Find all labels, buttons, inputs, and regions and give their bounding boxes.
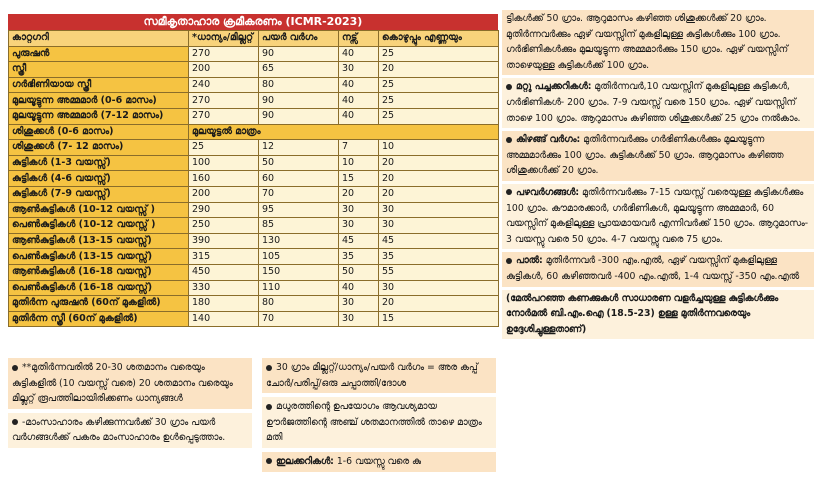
row-category-cell: പെൺകുട്ടികൾ (10-12 വയസ്സ് ) [9,218,189,234]
note-block-tubers [502,131,814,181]
table-row [9,155,499,171]
row-value-cell: 45 [339,233,379,249]
table-row [9,62,499,78]
row-value-cell: 20 [339,186,379,202]
row-value-cell: 12 [259,140,339,156]
row-value-cell: 25 [379,46,499,62]
bottom-note-3 [262,358,496,393]
row-value-cell: 200 [189,62,259,78]
tubers-text: മുതിർന്നവർക്കും ഗർഭിണികൾക്കും മുലയൂട്ടുന്ന അമ്മമാർക്കും 100 ഗ്രാം. കുട്ടികൾക്ക് 50 ഗ്രാം. ആറുമാസം കഴിഞ്ഞ ശിശുക്കൾക്ക് 20 ഗ്രാം. [506,134,784,177]
row-value-cell: 55 [379,264,499,280]
row-value-cell: 315 [189,249,259,265]
row-value-cell: 130 [259,233,339,249]
row-value-cell: 40 [339,108,379,124]
row-value-cell: 240 [189,77,259,93]
row-category-cell: സ്ത്രീ [9,62,189,78]
fruits-heading: പഴവർഗങ്ങൾ: [516,186,580,198]
table-row [9,124,499,140]
note-block-fruits [502,184,814,249]
row-value-cell: 110 [259,280,339,296]
table-row [9,296,499,312]
note-block-vegetables [502,78,814,128]
row-value-cell: 20 [379,62,499,78]
row-value-cell: 30 [339,202,379,218]
header-grains: *ധാന്യം/മില്ലറ്റ് [189,31,259,47]
milk-text: മുതിർന്നവർ -300 എം.എൽ, ഏഴ് വയസ്സിന് മുകളിലുള്ള കുട്ടികൾ, 60 കഴിഞ്ഞവർ -400 എം.എൽ, 1-4 വയസ്സ് -350 എം.എൽ [506,255,800,282]
row-value-cell: 45 [379,233,499,249]
row-value-cell: 90 [259,108,339,124]
row-category-cell: ആൺകുട്ടികൾ (10-12 വയസ്സ് ) [9,202,189,218]
table-row [9,140,499,156]
row-value-cell: 20 [379,186,499,202]
row-value-cell: 40 [339,46,379,62]
bottom-note-4 [262,397,496,448]
row-value-cell: 100 [189,155,259,171]
table-row [9,264,499,280]
row-value-cell: 20 [379,155,499,171]
row-category-cell: ശിശുക്കൾ (0-6 മാസം) [9,124,189,140]
bottom-notes-column-1 [8,358,252,452]
bullet-icon [12,419,18,425]
bottom-note-3-text: 30 ഗ്രാം മില്ലറ്റ്/ധാന്യം/പയർ വർഗം = അര കപ്പ് ചോർ/പരിപ്പ്/ഒരു ചപ്പാത്തി/ദോശ [266,362,478,389]
row-value-cell: 60 [259,171,339,187]
row-value-cell: 15 [339,171,379,187]
row-value-cell: 35 [339,249,379,265]
row-value-cell: 200 [189,186,259,202]
bullet-icon [266,458,272,464]
vegetables-heading: മറ്റു പച്ചക്കറികൾ: [516,81,592,93]
bottom-note-1-text: **മുതിർന്നവരിൽ 20-30 ശതമാനം വരെയും കുട്ടികളിൽ (10 വയസ്സ് വരെ) 20 ശതമാനം വരെയും മില്ലറ്റ് രൂപത്തിലായിരിക്കണം ധാന്യങ്ങൾ [12,362,233,405]
row-category-cell: ആൺകുട്ടികൾ (16-18 വയസ്സ്) [9,264,189,280]
row-value-cell: 70 [259,311,339,327]
bottom-note-5-heading: ഇലക്കറികൾ: [276,455,334,467]
row-value-cell: 105 [259,249,339,265]
row-value-cell: 90 [259,93,339,109]
row-value-cell: 40 [339,93,379,109]
row-category-cell: പുരുഷൻ [9,46,189,62]
milk-heading: പാൽ: [516,255,543,267]
row-category-cell: കുട്ടികൾ (4-6 വയസ്സ്) [9,171,189,187]
table-header-row [9,31,499,47]
bottom-note-5 [262,452,496,472]
row-value-cell: 140 [189,311,259,327]
table-row [9,77,499,93]
row-category-cell: കുട്ടികൾ (7-9 വയസ്സ്) [9,186,189,202]
bullet-icon [506,137,512,143]
table-body [9,46,499,327]
header-fats-oils: കൊഴുപ്പും എണ്ണയും [379,31,499,47]
table-row [9,93,499,109]
note-block-milk [502,252,814,286]
row-value-cell: 450 [189,264,259,280]
row-value-cell: 25 [379,93,499,109]
table-row [9,280,499,296]
row-value-cell: 85 [259,218,339,234]
row-value-cell: 30 [379,202,499,218]
row-value-cell: 150 [259,264,339,280]
table-row [9,218,499,234]
row-value-cell: 95 [259,202,339,218]
row-value-cell: 40 [339,280,379,296]
row-value-cell: 250 [189,218,259,234]
bullet-icon [266,404,272,410]
row-value-cell: 270 [189,46,259,62]
row-value-cell: 70 [259,186,339,202]
bullet-icon [506,84,512,90]
row-category-cell: പെൺകുട്ടികൾ (13-15 വയസ്സ്) [9,249,189,265]
bottom-note-2-text: -മാംസാഹാരം കഴിക്കുന്നവർക്ക് 30 ഗ്രാം പയർ വർഗങ്ങൾക്ക് പകരം മാംസാഹാരം ഉൾപ്പെടുത്താം. [12,416,226,444]
table-row [9,311,499,327]
row-value-cell: 25 [379,77,499,93]
row-value-cell: 30 [379,218,499,234]
header-category: കാറ്റഗറി [9,31,189,47]
header-nuts: നട്സ് [339,31,379,47]
fruits-text: മുതിർന്നവർക്കും 7-15 വയസ്സ് വരെയുള്ള കുട്ടികൾക്കും 100 ഗ്രാം. കൗമാരക്കാർ, ഗർഭിണികൾ, മുലയൂട്ടുന്ന അമ്മമാർ, 60 വയസ്സിന് മുകളിലുള്ള പ്രായമായവർ എന്നിവർക്ക് 150 ഗ്രാം. ആറുമാസം- 3 വയസ്സു വരെ 50 ഗ്രാം. 4-7 വയസ്സു വരെ 75 ഗ്രാം. [506,186,809,245]
row-value-cell: 30 [379,280,499,296]
row-value-cell: 50 [339,264,379,280]
row-value-cell: 7 [339,140,379,156]
row-value-cell: 390 [189,233,259,249]
row-value-cell: 90 [259,46,339,62]
row-category-cell: ശിശുക്കൾ (7- 12 മാസം) [9,140,189,156]
row-value-cell: 80 [259,296,339,312]
row-value-cell: 25 [189,140,259,156]
row-value-cell: 290 [189,202,259,218]
row-value-cell: 270 [189,108,259,124]
row-value-cell: 10 [339,155,379,171]
row-category-cell: മുലയൂട്ടുന്ന അമ്മമാർ (7-12 മാസം) [9,108,189,124]
row-category-cell: പെൺകുട്ടികൾ (16-18 വയസ്സ്) [9,280,189,296]
table-row [9,171,499,187]
row-value-cell: 30 [339,296,379,312]
table-row [9,46,499,62]
row-value-cell: 50 [259,155,339,171]
table-title: സമീകൃതാഹാര ക്രമീകരണം (ICMR-2023) [8,14,498,30]
row-value-cell: 160 [189,171,259,187]
bottom-notes-column-2 [262,358,496,476]
vegetables-text: മുതിർന്നവർ,10 വയസ്സിന് മുകളിലുള്ള കുട്ടികൾ, ഗർഭിണികൾ- 200 ഗ്രാം. 7-9 വയസ്സ് വരെ 150 ഗ്രാം. ഏഴ് വയസ്സിന് താഴെ 100 ഗ്രാം. ആറുമാസം കഴിഞ്ഞ ശിശുക്കൾക്ക് 25 ഗ്രാം നൽകാം. [506,81,801,124]
row-category-cell: മുതിർന്ന പുരുഷൻ (60ന് മുകളിൽ) [9,296,189,312]
nutrition-table-panel [8,14,498,352]
row-category-cell: മുതിർന്ന സ്ത്രീ (60ന് മുകളിൽ) [9,311,189,327]
row-value-cell: 40 [339,77,379,93]
bottom-note-4-text: മധുരത്തിന്റെ ഉപയോഗം ആവശ്യമായ ഊർജത്തിന്റെ അഞ്ച് ശതമാനത്തിൽ താഴെ മാത്രം മതി [266,401,482,444]
final-note-text: (മേൽപറഞ്ഞ കണക്കുകൾ സാധാരണ വളർച്ചയുള്ള കുട്ടികൾക്കും നോർമൽ ബി.എം.ഐ (18.5-23) ഉള്ള മുതിർന്നവരെയും ഉദ്ദേശിച്ചുള്ളതാണ്) [506,292,779,335]
bullet-icon [12,365,18,371]
row-value-cell: 20 [379,171,499,187]
row-value-cell: 65 [259,62,339,78]
row-category-cell: ഗർഭിണിയായ സ്ത്രീ [9,77,189,93]
row-value-cell: 10 [379,140,499,156]
row-value-cell: 270 [189,93,259,109]
row-value-cell: 15 [379,311,499,327]
row-value-cell: 30 [339,311,379,327]
note-block-1 [502,10,814,75]
note-block-final [502,290,814,340]
note-1-text: ട്ടികൾക്ക് 50 ഗ്രാം. ആറുമാസം കഴിഞ്ഞ ശിശുക്കൾക്ക് 20 ഗ്രാം. മുതിർന്നവർക്കും ഏഴ് വയസ്സിന് മുകളിലുള്ള കുട്ടികൾക്കും 100 ഗ്രാം. ഗർഭിണികൾക്കും മുലയൂട്ടുന്ന അമ്മമാർക്കും 150 ഗ്രാം. ഏഴ് വയസ്സിന് താഴെയുള്ള കുട്ടികൾക്ക് 100 ഗ്രാം. [506,13,788,71]
row-value-cell: 35 [379,249,499,265]
table-row [9,108,499,124]
bottom-note-2 [8,413,252,448]
header-pulses: പയർ വർഗം [259,31,339,47]
table-row [9,202,499,218]
table-row [9,186,499,202]
row-value-cell: 30 [339,62,379,78]
row-value-cell: 20 [379,296,499,312]
bullet-icon [506,258,512,264]
right-notes-panel [502,10,814,490]
table-row [9,249,499,265]
table-row [9,233,499,249]
row-category-cell: കുട്ടികൾ (1-3 വയസ്സ്) [9,155,189,171]
bottom-note-1 [8,358,252,409]
row-span-cell: മുലയൂട്ടൽ മാത്രം [189,124,499,140]
row-category-cell: മുലയൂട്ടുന്ന അമ്മമാർ (0-6 മാസം) [9,93,189,109]
nutrition-table [8,30,499,327]
row-value-cell: 30 [339,218,379,234]
tubers-heading: കിഴങ്ങ് വർഗം: [516,134,581,146]
bottom-note-5-text: 1-6 വയസ്സു വരെ കു [336,455,421,467]
bullet-icon [506,189,512,195]
bullet-icon [266,365,272,371]
row-category-cell: ആൺകുട്ടികൾ (13-15 വയസ്സ്) [9,233,189,249]
row-value-cell: 330 [189,280,259,296]
row-value-cell: 25 [379,108,499,124]
row-value-cell: 80 [259,77,339,93]
row-value-cell: 180 [189,296,259,312]
